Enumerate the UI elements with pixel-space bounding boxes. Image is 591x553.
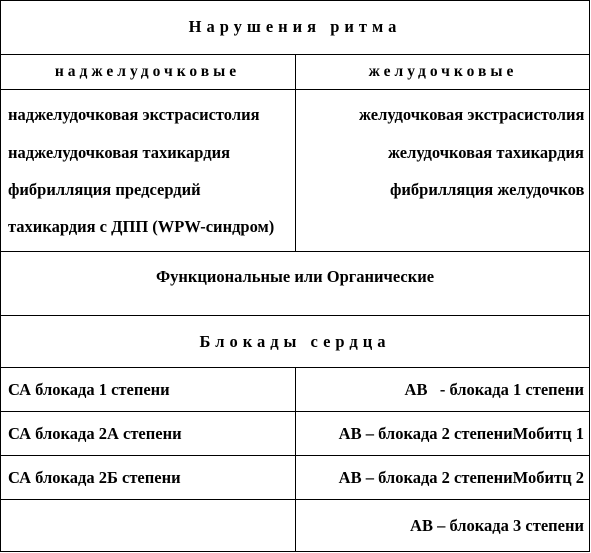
block-left [8,500,293,551]
list-item: наджелудочковая экстрасистолия [8,105,260,124]
block-left: СА блокада 1 степени [8,379,170,399]
block-right: АВ – блокада 3 степени [410,515,584,535]
list-item: наджелудочковая тахикардия [8,143,231,162]
block-right: АВ – блокада 2 степениМобитц 2 [338,467,584,487]
list-item: тахикардия с ДПП (WPW-синдром) [8,217,275,236]
list-item: фибрилляция желудочков [390,180,585,199]
block-right: АВ – блокада 2 степениМобитц 1 [338,423,584,443]
heading-rhythm: Нарушения ритма [188,17,402,36]
list-item: желудочковая тахикардия [388,143,584,162]
heading-blocks: Блокады сердца [199,331,391,351]
block-right: АВ - блокада 1 степени [404,379,584,399]
list-item: желудочковая экстрасистолия [359,105,585,124]
func-org-label: Функциональные или Органические [155,267,435,286]
list-item: фибрилляция предсердий [8,180,201,199]
block-left: СА блокада 2А степени [8,423,182,443]
column-header-ventr: желудочковые [368,62,518,80]
block-left: СА блокада 2Б степени [8,467,181,487]
column-header-supra: наджелудочковые [54,62,241,80]
